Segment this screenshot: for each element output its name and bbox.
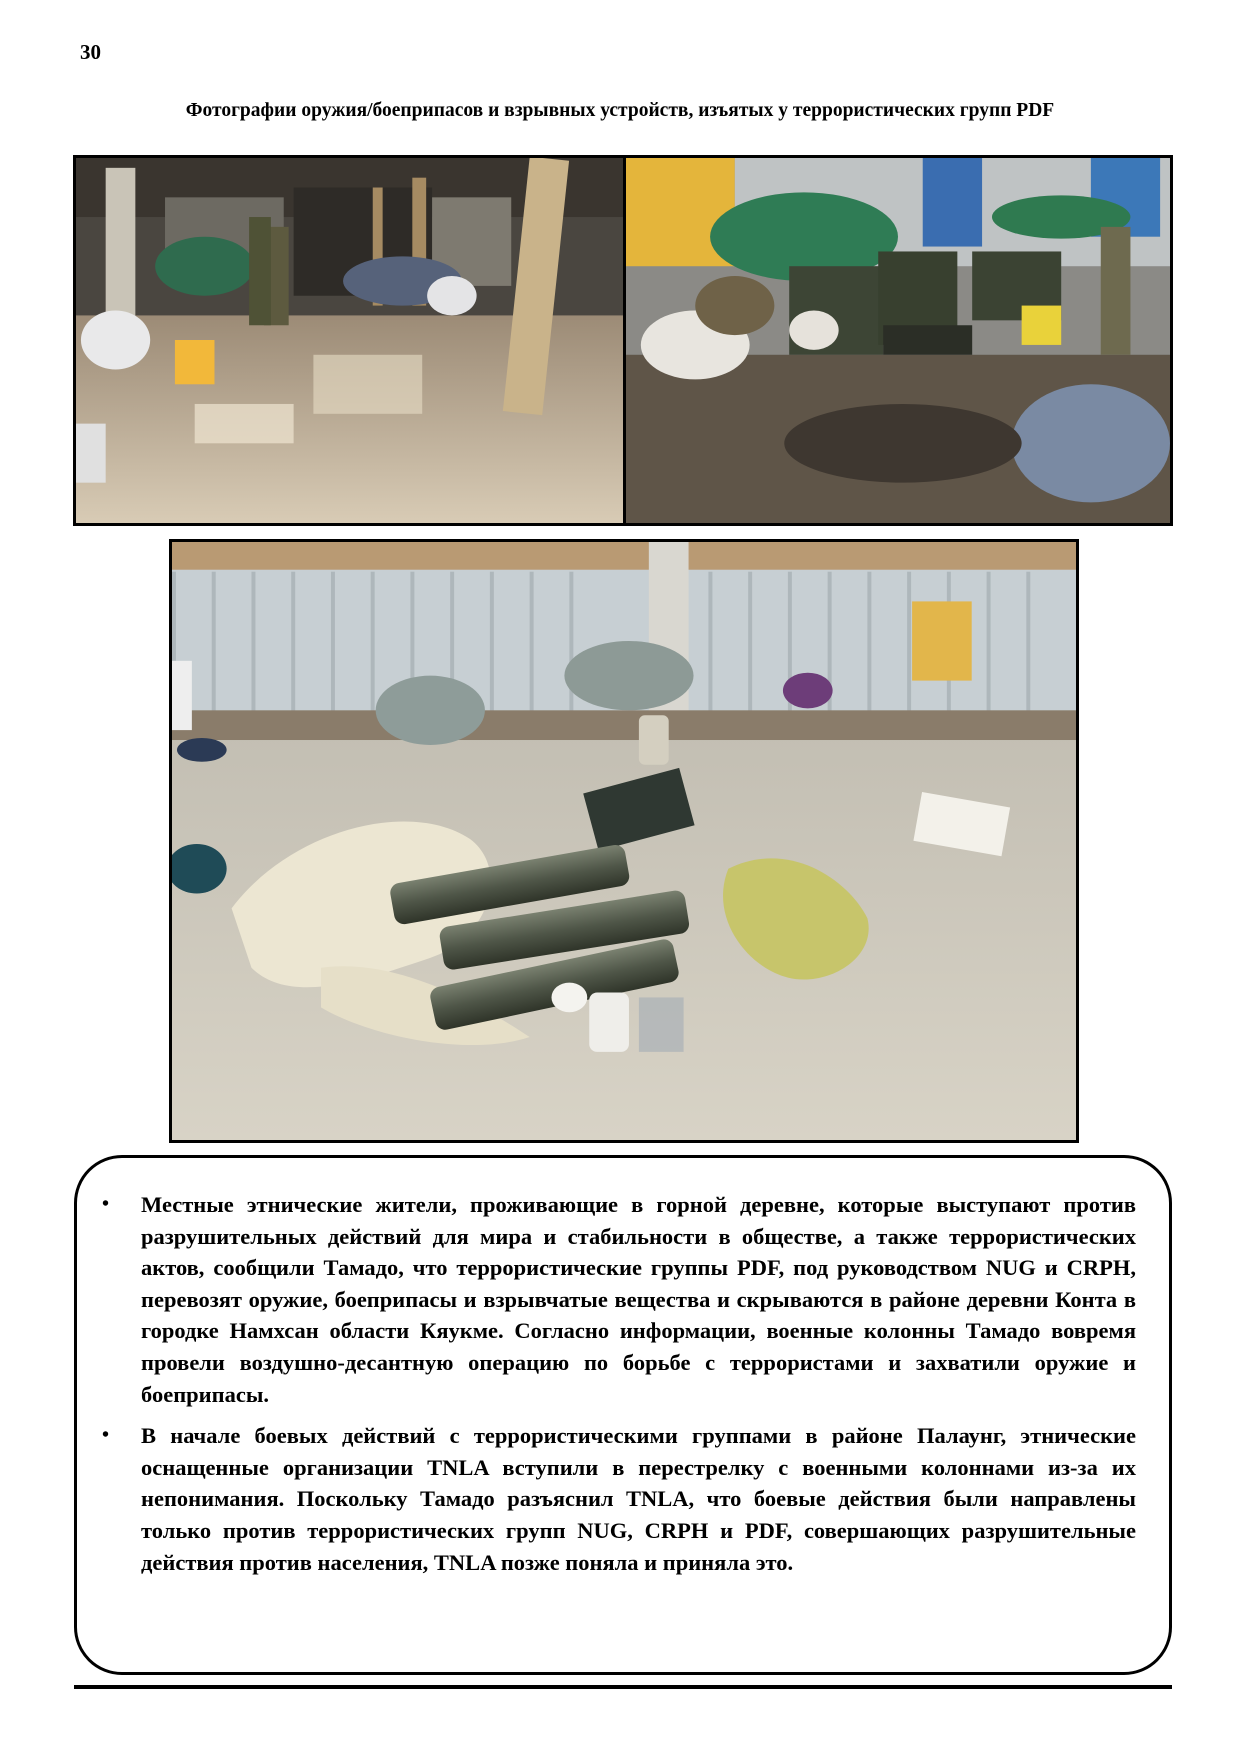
bullet-text: В начале боевых действий с террористическими группами в районе Палаунг, этнические оснащенные организации TNLA вступили в перестрелку с военными колоннами из-за их непонимания. Поскольку Тамадо разъяснил TNLA, что боевые действия были направлены только против террористических групп NUG, CRPH и PDF, совершающих разрушительные действия против населения, TNLA позже поняла и приняла это. bbox=[141, 1423, 1136, 1575]
bullet-icon: • bbox=[102, 1193, 110, 1215]
bullet-icon: • bbox=[102, 1424, 110, 1447]
page-number: 30 bbox=[80, 40, 101, 64]
photo-ammunition-crates bbox=[623, 155, 1173, 526]
bullet-item bbox=[77, 1420, 1169, 1578]
info-box bbox=[74, 1155, 1172, 1675]
page-title: Фотографии оружия/боеприпасов и взрывных устройств, изъятых у террористических групп PDF bbox=[185, 100, 1055, 121]
footer-rule bbox=[74, 1685, 1172, 1689]
photo-artillery-shells bbox=[169, 539, 1079, 1143]
photo-shed-interior-soldiers bbox=[73, 155, 627, 526]
bullet-text: Местные этнические жители, проживающие в горной деревне, которые выступают против разрушительных действий для мира и стабильности в обществе, а также террористических актов, сообщили Тамадо, что террористические группы PDF, под руководством NUG и CRPH, перевозят оружие, боеприпасы и взрывчатые вещества и скрываются в районе деревни Конта в городке Намхсан области Кяукме. Согласно информации, военные колонны Тамадо вовремя провели воздушно-десантную операцию по борьбе с террористами и захватили оружие и боеприпасы. bbox=[141, 1192, 1136, 1407]
bullet-item bbox=[77, 1189, 1169, 1410]
bullet-list bbox=[77, 1189, 1169, 1588]
